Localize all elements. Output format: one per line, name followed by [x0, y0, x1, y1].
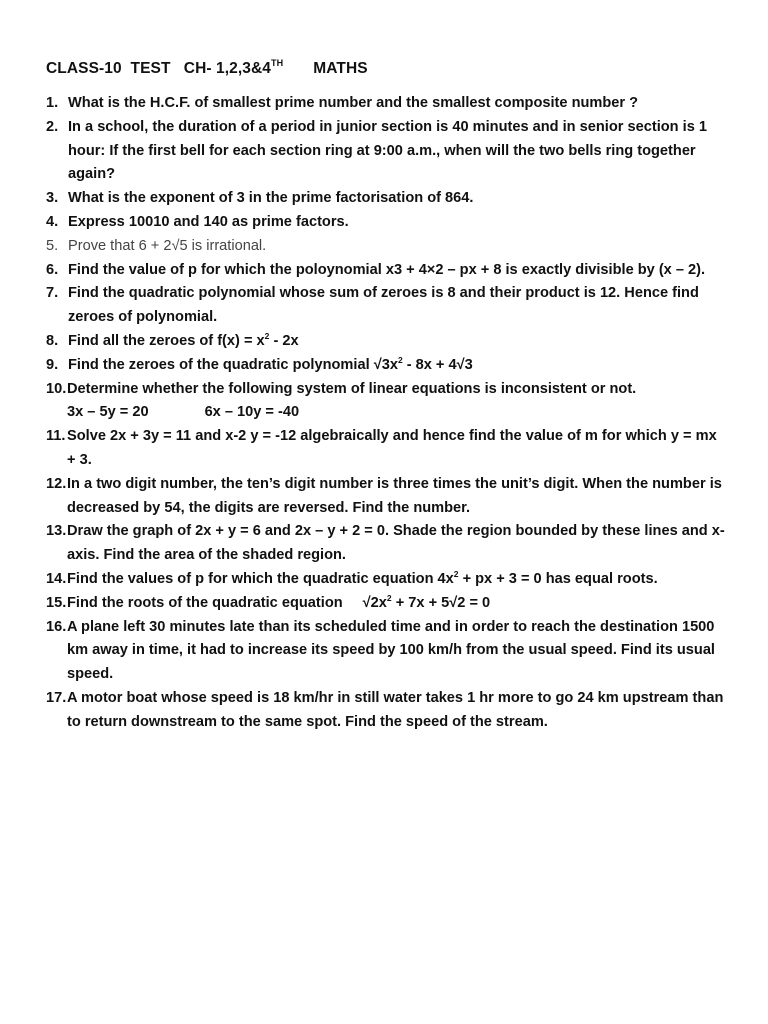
question-text: Prove that 6 + 2√5 is irrational.	[68, 237, 267, 254]
question-15	[46, 592, 726, 616]
question-text: What is the exponent of 3 in the prime factorisation of 864.	[68, 190, 474, 207]
question-number: 11.	[46, 428, 66, 445]
question-number: 2.	[46, 118, 59, 135]
exponent: 2	[397, 354, 403, 365]
question-9	[46, 354, 726, 378]
question-6	[46, 259, 726, 283]
exponent: 2	[386, 592, 392, 603]
question-5	[46, 235, 726, 259]
question-text: A motor boat whose speed is 18 km/hr in still water takes 1 hr more to go 24 km upstream than to return downstream to the same spot. Find the speed of the stream.	[67, 689, 724, 730]
question-text: A plane left 30 minutes late than its scheduled time and in order to reach the destination 1500 km away in time, it had to increase its speed by 100 km/h from the usual speed. Find its usual speed.	[67, 618, 715, 683]
question-text-part: Find the values of p for which the quadratic equation 4x	[67, 570, 454, 587]
question-13	[46, 520, 726, 568]
question-16	[46, 616, 726, 687]
title-text: CLASS-10 TEST CH- 1,2,3&4	[46, 60, 272, 77]
question-text: Find the value of p for which the poloynomial x3 + 4×2 – px + 8 is exactly divisible by (x – 2).	[68, 261, 706, 278]
question-text	[68, 354, 726, 378]
question-list	[46, 92, 726, 735]
question-text-part: + px + 3 = 0 has equal roots.	[458, 570, 658, 587]
question-17	[46, 687, 726, 735]
question-number: 6.	[46, 261, 59, 278]
question-text-part: Find the zeroes of the quadratic polynomial √3x	[68, 356, 398, 373]
question-number: 4.	[46, 213, 59, 230]
question-text-part: - 2x	[269, 332, 299, 349]
question-text-part: Determine whether the following system of linear equations is inconsistent or not.	[67, 380, 637, 397]
question-number: 10.	[46, 380, 67, 397]
question-number: 15.	[46, 594, 67, 611]
question-text: Solve 2x + 3y = 11 and x-2 y = -12 algebraically and hence find the value of m for which y = mx + 3.	[67, 428, 717, 468]
question-number: 3.	[46, 190, 59, 207]
question-number: 9.	[46, 356, 59, 373]
question-11	[46, 425, 726, 473]
question-10	[46, 378, 726, 426]
question-text	[67, 568, 726, 592]
question-number: 12.	[46, 475, 67, 492]
question-text	[68, 330, 726, 354]
question-text-part: - 8x + 4√3	[402, 356, 473, 373]
question-14	[46, 568, 726, 592]
exponent: 2	[453, 568, 459, 579]
question-number: 16.	[46, 618, 67, 635]
exponent: 2	[264, 330, 270, 341]
question-text-part: + 7x + 5√2 = 0	[391, 594, 491, 611]
question-7	[46, 282, 726, 330]
question-text: Express 10010 and 140 as prime factors.	[68, 213, 349, 230]
question-text: In a two digit number, the ten’s digit number is three times the unit’s digit. When the number is decreased by 54, the digits are reversed. Find the number.	[67, 475, 722, 516]
question-3	[46, 187, 726, 211]
question-1	[46, 92, 726, 116]
subject-label: MATHS	[313, 60, 368, 77]
question-number: 5.	[46, 237, 59, 254]
equation-line	[67, 401, 726, 425]
question-number: 14.	[46, 570, 67, 587]
question-text: Find the quadratic polynomial whose sum of zeroes is 8 and their product is 12. Hence find zeroes of polynomial.	[68, 285, 699, 326]
equation-2: 6x – 10y = -40	[204, 404, 300, 421]
question-2	[46, 116, 726, 187]
question-text: Draw the graph of 2x + y = 6 and 2x – y + 2 = 0. Shade the region bounded by these lines and x-axis. Find the area of the shaded region.	[67, 523, 725, 564]
title-superscript: TH	[271, 58, 284, 68]
question-12	[46, 473, 726, 521]
question-text-part: √2x	[362, 594, 387, 611]
question-text: What is the H.C.F. of smallest prime number and the smallest composite number ?	[68, 95, 639, 111]
question-number: 8.	[46, 332, 59, 349]
equation-1: 3x – 5y = 20	[67, 404, 149, 421]
question-number: 7.	[46, 285, 59, 302]
question-text: In a school, the duration of a period in junior section is 40 minutes and in senior section is 1 hour: If the first bell for each section ring at 9:00 a.m., when will the two bells ring together again?	[68, 118, 707, 183]
question-text	[67, 592, 726, 616]
page-title	[46, 58, 368, 78]
question-4	[46, 211, 726, 235]
question-number: 17.	[46, 689, 67, 706]
question-8	[46, 330, 726, 354]
question-number: 13.	[46, 523, 67, 540]
question-text-part: Find the roots of the quadratic equation	[67, 594, 343, 611]
question-number: 1.	[46, 95, 59, 111]
question-text-part: Find all the zeroes of f(x) = x	[68, 332, 265, 349]
question-text	[67, 378, 726, 426]
